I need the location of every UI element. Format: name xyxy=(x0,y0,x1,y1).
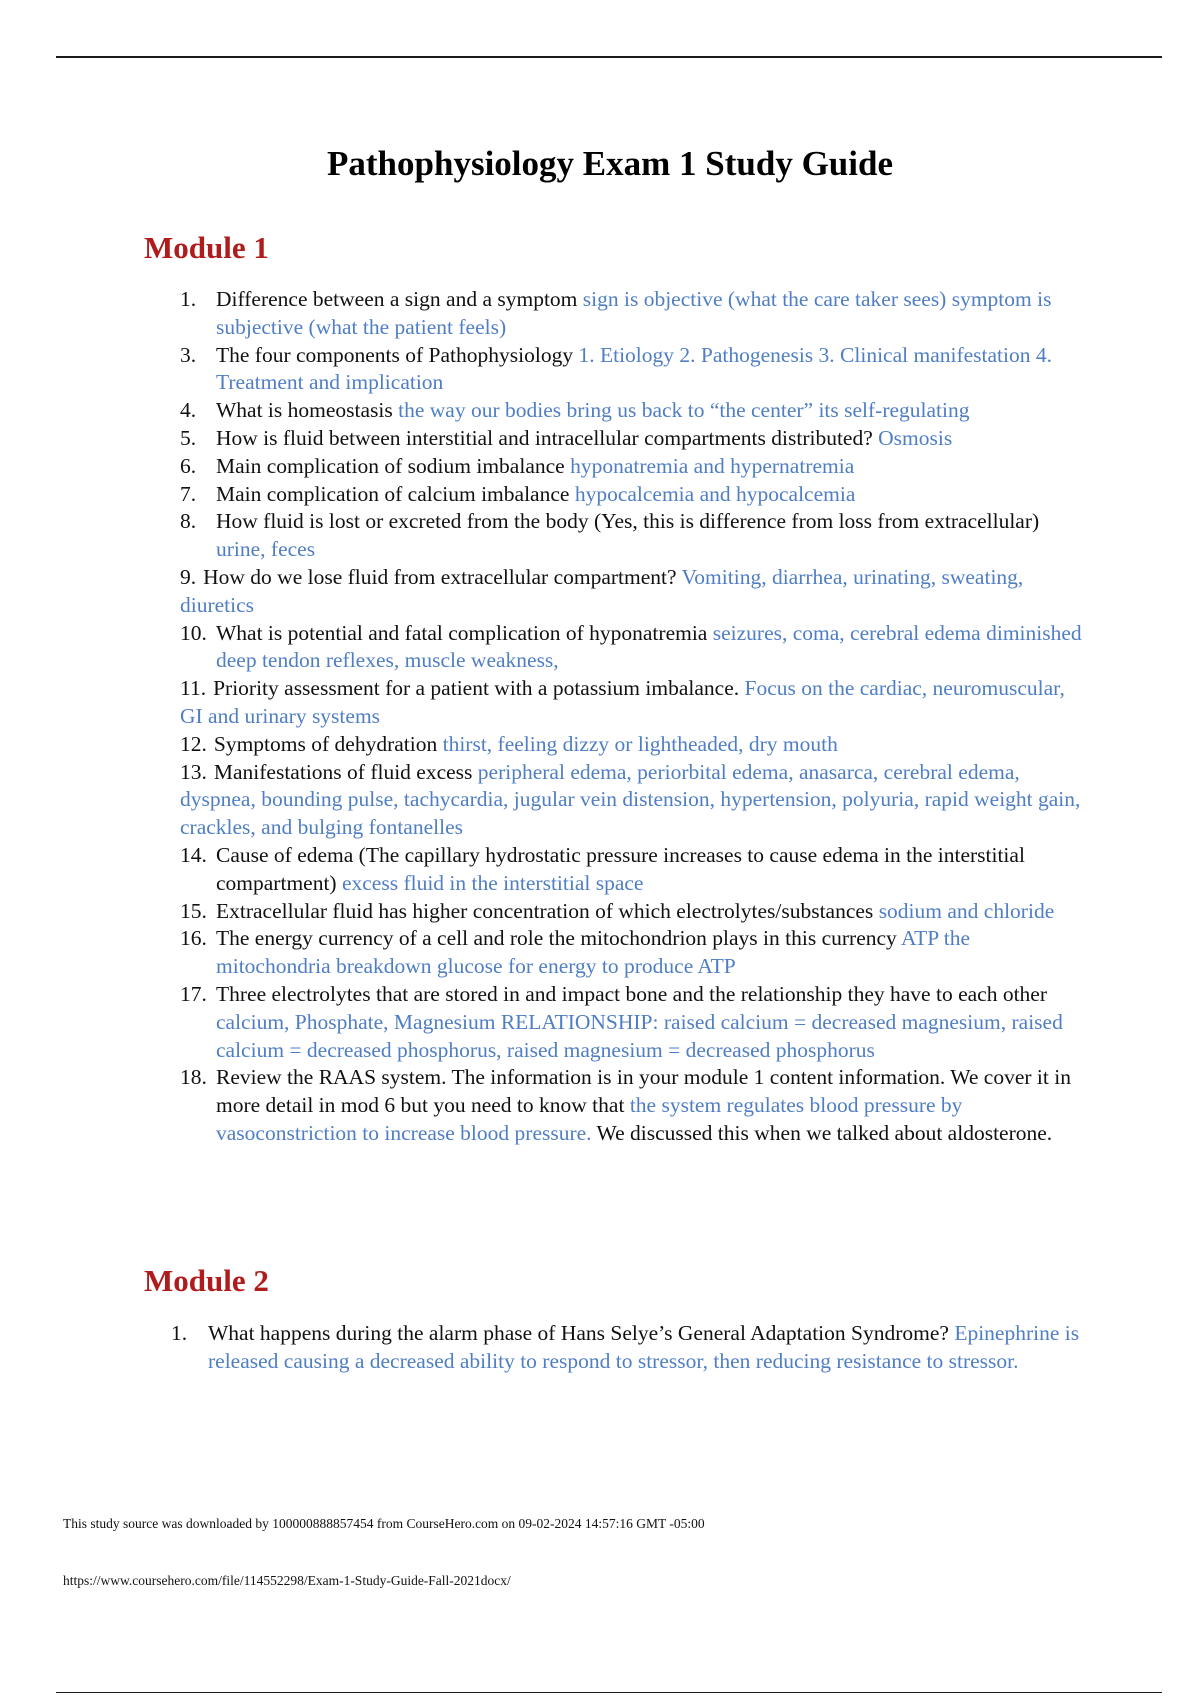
list-item: 6. Main complication of sodium imbalance hyponatremia and hypernatremia xyxy=(180,453,855,478)
list-item: 9. How do we lose fluid from extracellular compartment? Vomiting, diarrhea, urinating, sweating, diuretics xyxy=(180,564,1024,617)
module-1-heading: Module 1 xyxy=(144,230,269,265)
module-2-list xyxy=(171,1320,1101,1376)
list-item: 7. Main complication of calcium imbalance hypocalcemia and hypocalcemia xyxy=(180,481,856,506)
list-item: 5. How is fluid between interstitial and intracellular compartments distributed? Osmosis xyxy=(180,425,953,450)
list-item: 15. Extracellular fluid has higher concentration of which electrolytes/substances sodium and chloride xyxy=(180,898,1055,923)
list-item: 1. Difference between a sign and a symptom sign is objective (what the care taker sees) symptom is subjective (what the patient feels) xyxy=(180,287,1052,339)
download-source-line: This study source was downloaded by 100000888857454 from CourseHero.com on 09-02-2024 14:57:16 GMT -05:00 xyxy=(63,1516,705,1531)
list-item: 10. What is potential and fatal complication of hyponatremia seizures, coma, cerebral edema diminished deep tendon reflexes, muscle weakness, xyxy=(180,620,1082,673)
list-item: 1. What happens during the alarm phase of Hans Selye’s General Adaptation Syndrome? Epinephrine is released causing a decreased ability to respond to stressor, then reducing resistance to stressor. xyxy=(171,1321,1080,1373)
page-title: Pathophysiology Exam 1 Study Guide xyxy=(327,144,893,183)
list-item: 8. How fluid is lost or excreted from the body (Yes, this is difference from loss from extracellular) urine, feces xyxy=(180,509,1040,562)
module-2-heading: Module 2 xyxy=(144,1263,269,1298)
bottom-rule xyxy=(56,1692,1162,1693)
top-rule xyxy=(56,56,1162,58)
list-item: 3. The four components of Pathophysiology 1. Etiology 2. Pathogenesis 3. Clinical manifestation 4. Treatment and implication xyxy=(180,342,1053,395)
list-item: 17. Three electrolytes that are stored in and impact bone and the relationship they have to each other calcium, Phosphate, Magnesium RELATIONSHIP: raised calcium = decreased magnesium, raised calcium = decreased phosphorus, raised magnesium = decreased phosphorus xyxy=(180,981,1063,1062)
list-item: 12. Symptoms of dehydration thirst, feeling dizzy or lightheaded, dry mouth xyxy=(180,731,838,756)
list-item: 14. Cause of edema (The capillary hydrostatic pressure increases to cause edema in the interstitial compartment) excess fluid in the interstitial space xyxy=(180,842,1025,895)
list-item: 4. What is homeostasis the way our bodies bring us back to “the center” its self-regulating xyxy=(180,398,970,423)
module-1-list xyxy=(180,286,1090,1148)
list-item: 13. Manifestations of fluid excess peripheral edema, periorbital edema, anasarca, cerebral edema, dyspnea, bounding pulse, tachycardia, jugular vein distension, hypertension, polyuria, rapid weight gain, crackles, and bulging fontanelles xyxy=(180,759,1081,840)
list-item: 18. Review the RAAS system. The information is in your module 1 content information. We cover it in more detail in mod 6 but you need to know that the system regulates blood pressure by vasoconstriction to increase blood pressure. We discussed this when we talked about aldosterone. xyxy=(180,1065,1071,1145)
source-url[interactable]: https://www.coursehero.com/file/114552298/Exam-1-Study-Guide-Fall-2021docx/ xyxy=(63,1573,511,1588)
list-item: 11. Priority assessment for a patient with a potassium imbalance. Focus on the cardiac, neuromuscular, GI and urinary systems xyxy=(180,676,1065,728)
list-item: 16. The energy currency of a cell and role the mitochondrion plays in this currency ATP the mitochondria breakdown glucose for energy to produce ATP xyxy=(180,926,971,979)
